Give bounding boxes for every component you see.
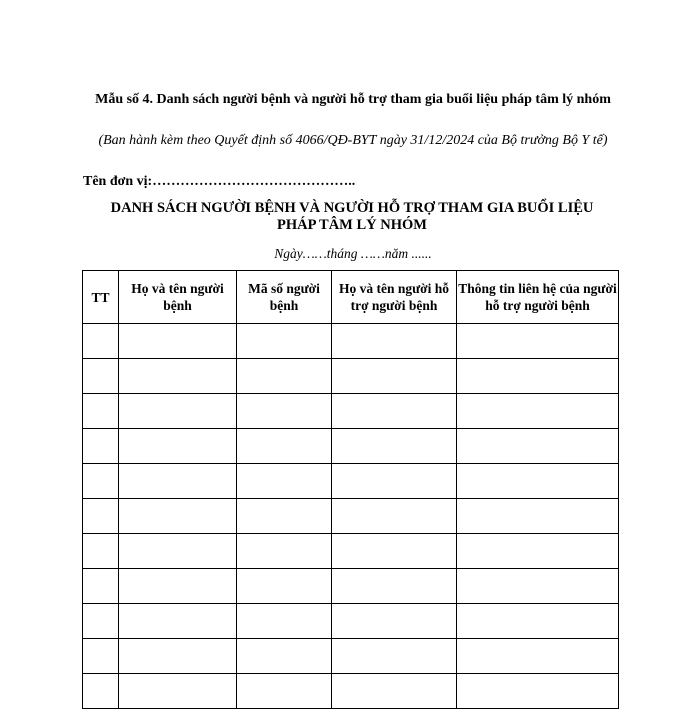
cell-tt[interactable] xyxy=(83,464,119,499)
table-row xyxy=(83,639,619,674)
cell-supporter-contact[interactable] xyxy=(457,324,619,359)
cell-patient-id[interactable] xyxy=(237,394,332,429)
cell-patient-name[interactable] xyxy=(119,639,237,674)
cell-supporter-contact[interactable] xyxy=(457,359,619,394)
cell-supporter-name[interactable] xyxy=(332,569,457,604)
table-row xyxy=(83,464,619,499)
cell-supporter-name[interactable] xyxy=(332,534,457,569)
cell-supporter-contact[interactable] xyxy=(457,639,619,674)
cell-supporter-name[interactable] xyxy=(332,499,457,534)
cell-supporter-name[interactable] xyxy=(332,674,457,709)
cell-patient-id[interactable] xyxy=(237,429,332,464)
cell-tt[interactable] xyxy=(83,674,119,709)
cell-patient-name[interactable] xyxy=(119,499,237,534)
cell-supporter-name[interactable] xyxy=(332,394,457,429)
cell-supporter-contact[interactable] xyxy=(457,534,619,569)
cell-tt[interactable] xyxy=(83,359,119,394)
header-supporter-name: Họ và tên người hỗ trợ người bệnh xyxy=(332,271,457,324)
cell-supporter-contact[interactable] xyxy=(457,569,619,604)
table-row xyxy=(83,324,619,359)
cell-supporter-name[interactable] xyxy=(332,464,457,499)
cell-patient-name[interactable] xyxy=(119,394,237,429)
cell-patient-id[interactable] xyxy=(237,604,332,639)
table-row xyxy=(83,674,619,709)
cell-patient-id[interactable] xyxy=(237,324,332,359)
date-line: Ngày……tháng ……năm ...... xyxy=(274,246,432,261)
cell-supporter-contact[interactable] xyxy=(457,464,619,499)
table-row xyxy=(83,499,619,534)
cell-patient-id[interactable] xyxy=(237,674,332,709)
cell-tt[interactable] xyxy=(83,324,119,359)
table-header-row xyxy=(83,271,619,324)
cell-supporter-contact[interactable] xyxy=(457,499,619,534)
table-row xyxy=(83,394,619,429)
cell-patient-id[interactable] xyxy=(237,534,332,569)
patient-support-table xyxy=(82,270,619,709)
cell-tt[interactable] xyxy=(83,394,119,429)
cell-patient-name[interactable] xyxy=(119,359,237,394)
cell-supporter-name[interactable] xyxy=(332,429,457,464)
header-patient-id: Mã số người bệnh xyxy=(237,271,332,324)
unit-name-line: Tên đơn vị:…………………………………….. xyxy=(83,174,356,189)
cell-patient-name[interactable] xyxy=(119,604,237,639)
cell-patient-id[interactable] xyxy=(237,569,332,604)
cell-supporter-name[interactable] xyxy=(332,359,457,394)
cell-patient-name[interactable] xyxy=(119,534,237,569)
cell-tt[interactable] xyxy=(83,639,119,674)
cell-tt[interactable] xyxy=(83,429,119,464)
cell-tt[interactable] xyxy=(83,499,119,534)
cell-tt[interactable] xyxy=(83,569,119,604)
cell-supporter-name[interactable] xyxy=(332,604,457,639)
cell-patient-id[interactable] xyxy=(237,639,332,674)
table-row xyxy=(83,604,619,639)
list-title: DANH SÁCH NGƯỜI BỆNH VÀ NGƯỜI HỖ TRỢ THAM GIA BUỔI LIỆU PHÁP TÂM LÝ NHÓM xyxy=(110,200,594,233)
header-supporter-contact: Thông tin liên hệ của người hỗ trợ người bệnh xyxy=(457,271,619,324)
header-tt: TT xyxy=(83,271,119,324)
header-patient-name: Họ và tên người bệnh xyxy=(119,271,237,324)
cell-patient-id[interactable] xyxy=(237,499,332,534)
cell-patient-name[interactable] xyxy=(119,569,237,604)
cell-supporter-contact[interactable] xyxy=(457,674,619,709)
cell-supporter-contact[interactable] xyxy=(457,429,619,464)
cell-supporter-contact[interactable] xyxy=(457,604,619,639)
cell-patient-id[interactable] xyxy=(237,464,332,499)
cell-supporter-name[interactable] xyxy=(332,639,457,674)
decree-reference: (Ban hành kèm theo Quyết định số 4066/QĐ-BYT ngày 31/12/2024 của Bộ trưởng Bộ Y tế) xyxy=(98,133,608,148)
table-row xyxy=(83,569,619,604)
cell-patient-name[interactable] xyxy=(119,324,237,359)
cell-tt[interactable] xyxy=(83,534,119,569)
cell-supporter-name[interactable] xyxy=(332,324,457,359)
cell-patient-name[interactable] xyxy=(119,674,237,709)
table-row xyxy=(83,359,619,394)
cell-supporter-contact[interactable] xyxy=(457,394,619,429)
cell-patient-id[interactable] xyxy=(237,359,332,394)
table-row xyxy=(83,429,619,464)
cell-patient-name[interactable] xyxy=(119,464,237,499)
table-body xyxy=(83,324,619,709)
table-row xyxy=(83,534,619,569)
cell-tt[interactable] xyxy=(83,604,119,639)
cell-patient-name[interactable] xyxy=(119,429,237,464)
form-title: Mẫu số 4. Danh sách người bệnh và người hỗ trợ tham gia buổi liệu pháp tâm lý nhóm xyxy=(95,92,611,107)
